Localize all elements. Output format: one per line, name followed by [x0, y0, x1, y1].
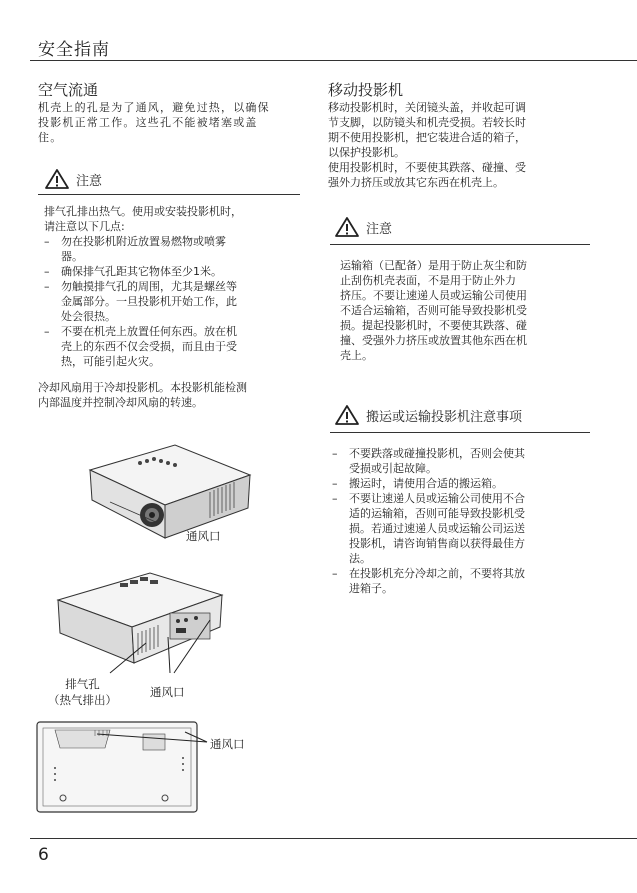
moving-text: 移动投影机时，关闭镜头盖，并收起可调 节支脚，以防镜头和机壳受损。若较长时 期不使用投影机，把它装进合适的箱子， 以保护投影机。 使用投影机时，不要使其跌落、碰撞、受 强外力挤压或放其它东西在机壳上。 — [328, 101, 526, 189]
caution-intro: 排气孔排出热气。使用或安装投影机时， 请注意以下几点: — [44, 205, 242, 233]
moving-heading: 移动投影机 — [328, 81, 404, 99]
ventilation-text: 机壳上的孔是为了通风，避免过热，以确保 投影机正常工作。这些孔不能被堵塞或盖 住。 — [38, 101, 270, 144]
projector-rear-illustration — [50, 565, 230, 675]
list-item: – 不要跌落或碰撞投影机，否则会使其 受损或引起故障。 — [332, 446, 584, 476]
page-number: 6 — [38, 845, 49, 865]
list-item: – 不要在机壳上放置任何东西。放在机 壳上的东西不仅会受损，而且由于受 热，可能引起火灾。 — [44, 324, 306, 369]
caution-heading-right: 注意 — [366, 221, 393, 237]
header-rule — [30, 60, 637, 61]
warning-icon — [334, 404, 360, 426]
caution-text-right: 运输箱（已配备）是用于防止灰尘和防 止刮伤机壳表面，不是用于防止外力 挤压。不要让速递人员或运输公司使用 不适合运输箱，否则可能导致投影机受 损。提起投影机时，不要使其跌落、碰 撞、受强外力挤压或放置其他东西在机 壳上。 — [340, 259, 527, 362]
warning-icon — [334, 216, 360, 238]
fan-text: 冷却风扇用于冷却投影机。本投影机能检测 内部温度并控制冷却风扇的转速。 — [38, 381, 247, 409]
vent-label-top: 通风口 — [186, 529, 221, 543]
vent-label-mid: 通风口 — [150, 685, 185, 699]
list-item: – 确保排气孔距其它物体至少1米。 — [44, 264, 306, 279]
transport-list — [332, 446, 584, 596]
exhaust-label: 排气孔 （热气排出） — [48, 677, 117, 707]
vent-label-bottom: 通风口 — [210, 737, 245, 751]
caution-rule-right — [330, 244, 590, 245]
list-item: – 勿在投影机附近放置易燃物或喷雾 器。 — [44, 234, 306, 264]
projector-front-illustration — [80, 430, 260, 550]
transport-heading: 搬运或运输投影机注意事项 — [366, 409, 523, 425]
caution-rule-left — [38, 194, 300, 195]
page-title: 安全指南 — [38, 40, 110, 60]
footer-rule — [30, 838, 637, 839]
list-item: – 勿触摸排气孔的周围，尤其是螺丝等 金属部分。一旦投影机开始工作，此 处会很热。 — [44, 279, 306, 324]
list-item: – 搬运时，请使用合适的搬运箱。 — [332, 476, 584, 491]
projector-bottom-illustration — [35, 718, 245, 814]
transport-rule — [330, 432, 590, 433]
caution-header-left — [38, 162, 300, 194]
caution-header-right — [330, 210, 590, 244]
transport-header — [330, 400, 590, 434]
warning-icon — [44, 168, 70, 190]
caution-list-left — [44, 234, 306, 369]
list-item: – 不要让速递人员或运输公司使用不合 适的运输箱，否则可能导致投影机受 损。若通过速递人员或运输公司运送 投影机，请咨询销售商以获得最佳方 法。 — [332, 491, 584, 566]
ventilation-heading: 空气流通 — [38, 81, 99, 99]
caution-heading-left: 注意 — [76, 173, 103, 189]
list-item: – 在投影机充分冷却之前，不要将其放 进箱子。 — [332, 566, 584, 596]
